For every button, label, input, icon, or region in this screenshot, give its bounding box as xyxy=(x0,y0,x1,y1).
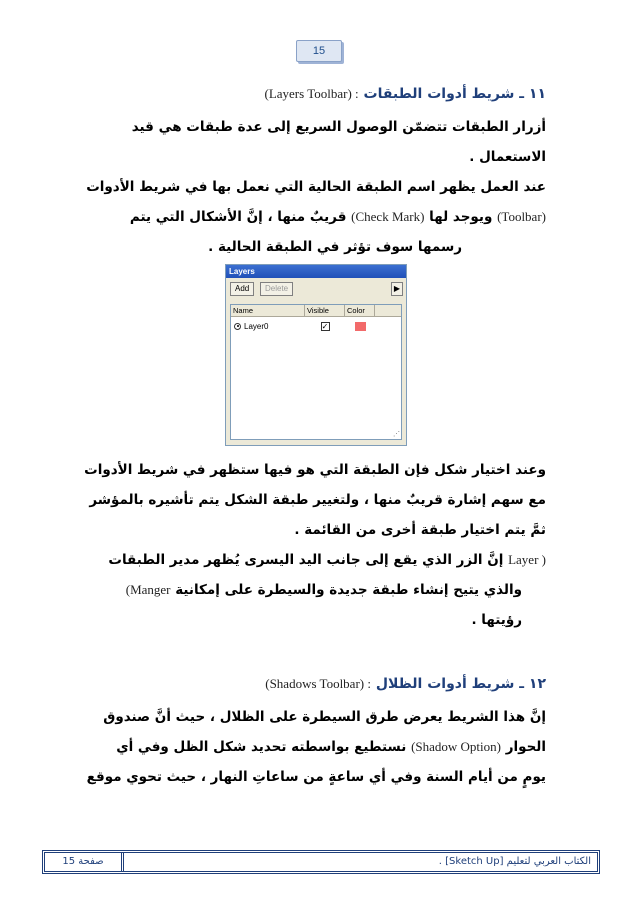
text-line: الاستعمال . xyxy=(469,149,546,165)
layer-visible-cell xyxy=(305,322,345,331)
section-12-title-latin: : (Shadows Toolbar) xyxy=(265,676,371,691)
text-fragment: قريبٌ منها ، إنَّ الأشكال التي يتم xyxy=(129,209,347,225)
section-12-title: ١٢ ـ شريط أدوات الظلال xyxy=(375,676,546,692)
footer-page-label: صفحة 15 xyxy=(62,856,104,867)
details-arrow-icon[interactable]: ▶ xyxy=(391,282,403,296)
layer-color-cell xyxy=(345,322,375,331)
section-11-heading xyxy=(264,86,546,102)
layer-name: Layer0 xyxy=(244,321,269,331)
layers-list-header xyxy=(231,305,401,317)
layers-window xyxy=(225,264,407,446)
page-number: 15 xyxy=(312,45,326,57)
section-12-paragraph xyxy=(87,702,546,792)
text-line-mixed xyxy=(87,732,546,762)
text-line-mixed xyxy=(86,202,546,232)
delete-layer-button[interactable]: Delete xyxy=(260,282,293,296)
footer-divider xyxy=(121,853,124,871)
column-visible-header[interactable]: Visible xyxy=(305,305,345,316)
page-footer xyxy=(42,850,600,874)
check-mark-term: (Check Mark) xyxy=(351,209,425,224)
section-12-heading xyxy=(265,676,546,692)
text-line-mixed xyxy=(84,545,546,575)
text-line: يومٍ من أيام السنة وفي أي ساعةٍ من ساعاتِ النهار ، حيث تحوي موقع xyxy=(86,769,546,785)
resize-grip-icon[interactable]: ⋰ xyxy=(393,431,400,438)
layers-window-title: Layers xyxy=(226,265,406,278)
layers-toolbar xyxy=(226,278,406,300)
layer-name-cell xyxy=(231,322,305,331)
section-11-paragraph-1 xyxy=(132,112,546,172)
text-line-mixed xyxy=(84,575,546,605)
page-number-badge xyxy=(296,40,342,62)
layer-color-swatch[interactable] xyxy=(355,322,366,331)
visible-checkbox[interactable]: ✓ xyxy=(321,321,329,331)
shadow-option-term: (Shadow Option) xyxy=(411,739,501,754)
layers-list xyxy=(230,304,402,440)
section-11-title: ١١ ـ شريط أدوات الطبقات xyxy=(363,86,546,102)
text-fragment: إنَّ الزر الذي يقع إلى جانب اليد اليسرى يُظهر مدير الطبقات xyxy=(108,552,504,568)
layer-row[interactable] xyxy=(231,319,401,333)
column-color-header[interactable]: Color xyxy=(345,305,375,316)
text-fragment: نستطيع بواسطته تحديد شكل الظل وفي أي xyxy=(116,739,407,755)
layers-description-paragraph xyxy=(84,455,546,635)
text-line: رؤيتها . xyxy=(471,612,522,628)
text-line: وعند اختيار شكل فإن الطبقة التي هو فيها ستظهر في شريط الأدوات xyxy=(84,462,546,478)
text-fragment: ويوجد لها xyxy=(429,209,493,225)
add-layer-button[interactable]: Add xyxy=(230,282,254,296)
section-11-title-latin: : (Layers Toolbar) xyxy=(264,86,359,101)
active-layer-radio-icon[interactable] xyxy=(234,323,241,330)
text-line: أزرار الطبقات تتضمّن الوصول السريع إلى عدة طبقات هي قيد xyxy=(131,119,546,135)
text-line: عند العمل يظهر اسم الطبقة الحالية التي نعمل بها في شريط الأدوات xyxy=(86,179,546,195)
text-fragment: الحوار xyxy=(505,739,546,755)
layer-term: ( Layer xyxy=(508,552,546,567)
text-line: ثمَّ يتم اختيار طبقة أخرى من القائمة . xyxy=(294,522,546,538)
toolbar-term: (Toolbar) xyxy=(497,209,546,224)
footer-book-title: الكتاب العربي لتعليم [Sketch Up] . xyxy=(438,856,591,867)
text-line: إنَّ هذا الشريط يعرض طرق السيطرة على الظلال ، حيث أنَّ صندوق xyxy=(103,709,546,725)
text-line: رسمها سوف تؤثر في الطبقة الحالية . xyxy=(208,239,462,255)
section-11-paragraph-2 xyxy=(86,172,546,262)
text-fragment: والذي يتيح إنشاء طبقة جديدة والسيطرة على إمكانية xyxy=(175,582,522,598)
text-line: مع سهم إشارة قريبٌ منها ، ولتغيير طبقة الشكل يتم تأشيره بالمؤشر xyxy=(89,492,546,508)
column-name-header[interactable]: Name xyxy=(231,305,305,316)
manger-term: Manger) xyxy=(125,582,171,597)
